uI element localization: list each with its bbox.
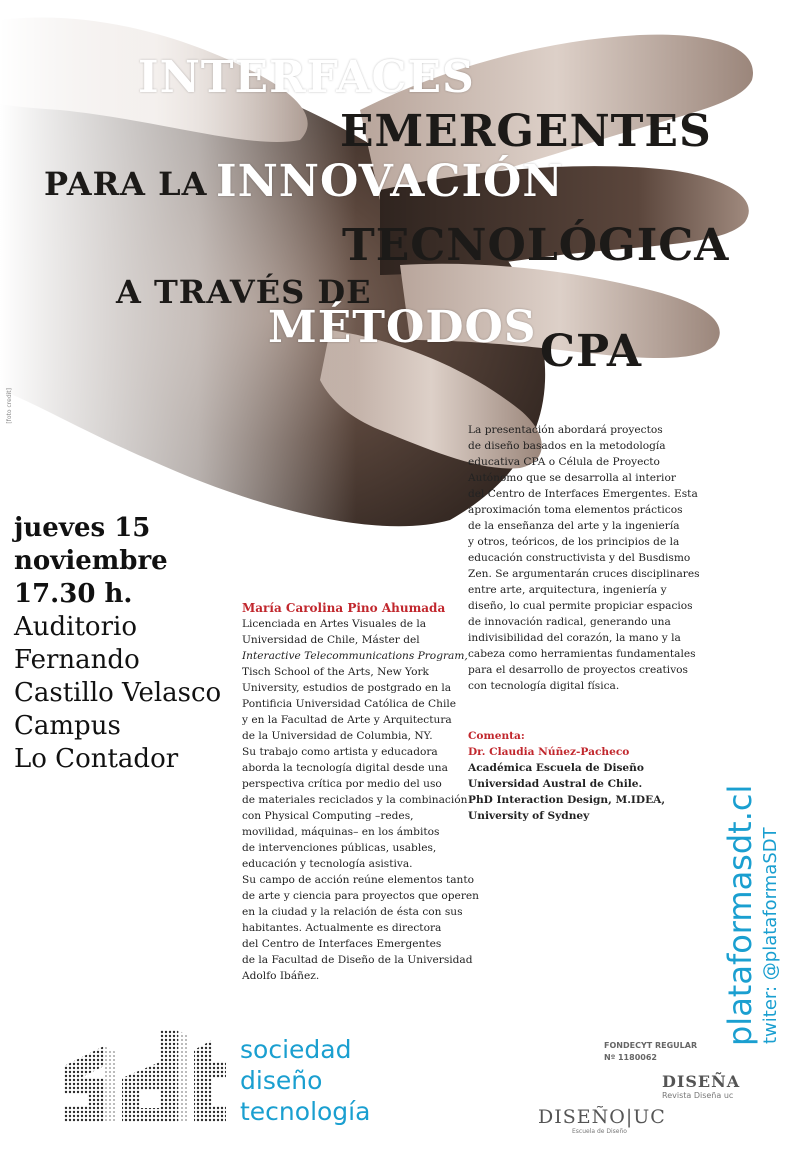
intro-line: de innovación radical, generando una: [468, 616, 671, 628]
event-time: 17.30 h.: [14, 579, 133, 609]
bio-line: movilidad, máquinas– en los ámbitos: [242, 826, 440, 838]
fondecyt-line: Nº 1180062: [604, 1053, 657, 1062]
intro-line: para el desarrollo de proyectos creativos: [468, 664, 688, 676]
intro-line: educación constructivista y del Busdismo: [468, 552, 691, 564]
intro-line: Zen. Se argumentarán cruces disciplinares: [468, 568, 700, 580]
bio-line: de la Facultad de Diseño de la Universidad: [242, 954, 473, 966]
intro-line: de diseño basados en la metodología: [468, 440, 666, 452]
photo-credit: [foto credit]: [6, 388, 13, 424]
event-venue-line: Fernando: [14, 645, 140, 675]
intro-line: de la enseñanza del arte y la ingeniería: [468, 520, 680, 532]
event-venue-line: Auditorio: [14, 612, 137, 642]
sdt-logo-mark: [60, 1026, 230, 1128]
sdt-logo-words: [240, 1034, 370, 1127]
title-line-para-la: PARA LA: [44, 165, 208, 203]
intro-line: y otros, teóricos, de los principios de la: [468, 536, 680, 548]
logo-word: sociedad: [240, 1035, 352, 1064]
commentator-name: Dr. Claudia Núñez-Pacheco: [468, 746, 630, 758]
title-line-tecnologica: TECNOLÓGICA: [342, 220, 730, 271]
bio-line: en la ciudad y la relación de ésta con sus: [242, 906, 463, 918]
disena-logo: [662, 1072, 740, 1100]
disena-subtitle: Revista Diseña uc: [662, 1091, 734, 1100]
event-venue-line: Castillo Velasco: [14, 678, 222, 708]
intro-line: diseño, lo cual permite propiciar espacios: [468, 600, 693, 612]
bio-line: educación y tecnología asistiva.: [242, 858, 413, 870]
diseno-uc-subtitle: Escuela de Diseño: [572, 1128, 627, 1135]
title-line-a-traves-de: A TRAVÉS DE: [116, 273, 372, 311]
diseno-uc-logo: [538, 1106, 666, 1135]
speaker-bio: [242, 600, 479, 984]
intro-line: Autónomo que se desarrolla al interior: [468, 472, 676, 484]
event-day: jueves 15: [14, 513, 151, 543]
event-month: noviembre: [14, 546, 168, 576]
commentator-line: University of Sydney: [468, 810, 590, 822]
bio-line: Pontificia Universidad Católica de Chile: [242, 698, 456, 710]
title-line-emergentes: EMERGENTES: [340, 106, 712, 157]
commentator-block: [468, 728, 708, 824]
bio-line: perspectiva crítica por medio del uso: [242, 778, 442, 790]
bio-line: y en la Facultad de Arte y Arquitectura: [242, 714, 452, 726]
bio-line: Licenciada en Artes Visuales de la: [242, 618, 427, 630]
intro-line: indivisibilidad del corazón, la mano y la: [468, 632, 681, 644]
event-venue-line: Lo Contador: [14, 744, 179, 774]
title-line-innovacion: INNOVACIÓN: [216, 156, 564, 207]
bio-line: aborda la tecnología digital desde una: [242, 762, 448, 774]
event-venue-line: Campus: [14, 711, 121, 741]
title-line-metodos: MÉTODOS: [268, 302, 537, 353]
commentator-line: PhD Interaction Design, M.IDEA,: [468, 794, 666, 806]
intro-line: educativa CPA o Célula de Proyecto: [468, 456, 660, 468]
intro-line: del Centro de Interfaces Emergentes. Esta: [468, 488, 698, 500]
bio-line: Tisch School of the Arts, New York: [242, 666, 429, 678]
bio-line: Su trabajo como artista y educadora: [242, 746, 438, 758]
logo-word: tecnología: [240, 1097, 371, 1126]
bio-line: de la Universidad de Columbia, NY.: [242, 730, 433, 742]
intro-line: con tecnología digital física.: [468, 680, 620, 692]
bio-line: con Physical Computing –redes,: [242, 810, 414, 822]
commentator-label: Comenta:: [468, 730, 525, 742]
twitter-handle[interactable]: twiter: @plataformaSDT: [760, 827, 781, 1044]
commentator-line: Universidad Austral de Chile.: [468, 778, 643, 790]
intro-line: La presentación abordará proyectos: [468, 424, 663, 436]
bio-line: Adolfo Ibáñez.: [242, 970, 320, 982]
intro-line: entre arte, arquitectura, ingeniería y: [468, 584, 667, 596]
website-url[interactable]: plataformasdt.cl: [721, 784, 759, 1046]
speaker-name: María Carolina Pino Ahumada: [242, 601, 446, 615]
bio-line: de arte y ciencia para proyectos que operen: [242, 890, 479, 902]
diseno-uc-name: DISEÑO|UC: [538, 1106, 666, 1128]
bio-line: de intervenciones públicas, usables,: [242, 842, 437, 854]
bio-line: de materiales reciclados y la combinación: [242, 794, 468, 806]
bio-line: Su campo de acción reúne elementos tanto: [242, 874, 474, 886]
fondecyt-credit: [604, 1040, 697, 1064]
fondecyt-line: FONDECYT REGULAR: [604, 1041, 698, 1050]
bio-line: University, estudios de postgrado en la: [242, 682, 452, 694]
intro-line: cabeza como herramientas fundamentales: [468, 648, 696, 660]
disena-name: DISEÑA: [662, 1072, 741, 1091]
intro-line: aproximación toma elementos prácticos: [468, 504, 683, 516]
event-info: [14, 512, 234, 776]
bio-line: Interactive Telecommunications Program,: [242, 650, 468, 662]
title-line-cpa: CPA: [540, 326, 643, 377]
logo-word: diseño: [240, 1066, 323, 1095]
website-block: [722, 785, 784, 1046]
bio-line: Universidad de Chile, Máster del: [242, 634, 420, 646]
title-line-interfaces: INTERFACES: [138, 52, 475, 103]
intro-text: [468, 422, 708, 694]
commentator-line: Académica Escuela de Diseño: [468, 762, 644, 774]
bio-line: habitantes. Actualmente es directora: [242, 922, 442, 934]
bio-line: del Centro de Interfaces Emergentes: [242, 938, 442, 950]
